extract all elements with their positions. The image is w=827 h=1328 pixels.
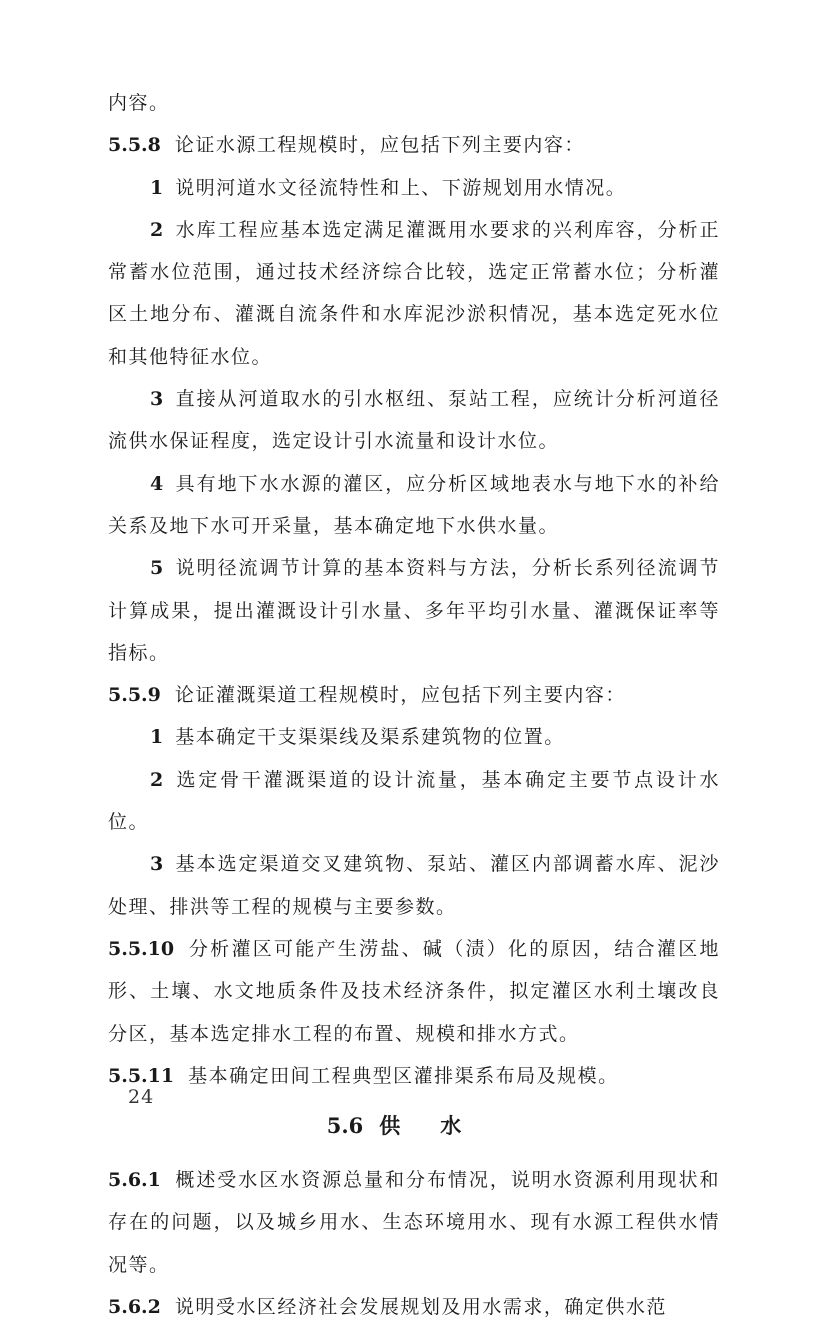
clause-text: 论证水源工程规模时，应包括下列主要内容： <box>174 134 585 157</box>
item-number: 4 <box>150 472 164 495</box>
item-number: 3 <box>150 853 164 876</box>
clause-number: 5.6.1 <box>108 1169 161 1192</box>
clause-number: 5.6.2 <box>108 1296 161 1319</box>
item-number: 2 <box>150 768 164 791</box>
clause-5-5-10 <box>108 928 720 1055</box>
clause-5-5-9-item-1 <box>108 716 720 758</box>
section-name: 供水 <box>379 1113 502 1139</box>
clause-5-5-8 <box>108 124 720 166</box>
clause-number: 5.5.9 <box>108 684 161 707</box>
clause-5-5-9 <box>108 674 720 716</box>
item-text: 说明河道水文径流特性和上、下游规划用水情况。 <box>175 176 627 199</box>
clause-text: 说明受水区经济社会发展规划及用水需求，确定供水范 <box>174 1296 667 1319</box>
item-text: 说明径流调节计算的基本资料与方法，分析长系列径流调节计算成果，提出灌溉设计引水量、多年平均引水量、灌溉保证率等指标。 <box>108 557 720 664</box>
item-text: 水库工程应基本选定满足灌溉用水要求的兴利库容，分析正常蓄水位范围，通过技术经济综合比较，选定正常蓄水位；分析灌区土地分布、灌溉自流条件和水库泥沙淤积情况，基本选定死水位和其他特征水位。 <box>108 218 720 368</box>
clause-number: 5.5.10 <box>108 937 175 960</box>
clause-5-5-8-item-5 <box>108 547 720 674</box>
clause-number: 5.5.8 <box>108 134 161 157</box>
clause-5-5-8-item-2 <box>108 209 720 378</box>
item-number: 3 <box>150 388 164 411</box>
clause-number: 5.5.11 <box>108 1064 175 1087</box>
section-title <box>108 1105 720 1147</box>
item-number: 1 <box>150 726 164 749</box>
item-number: 1 <box>150 176 164 199</box>
document-body <box>108 82 720 1328</box>
item-number: 2 <box>150 218 164 241</box>
clause-text: 论证灌溉渠道工程规模时，应包括下列主要内容： <box>174 684 626 707</box>
item-text: 直接从河道取水的引水枢纽、泵站工程，应统计分析河道径流供水保证程度，选定设计引水流量和设计水位。 <box>108 388 720 453</box>
continuation-text: 内容。 <box>108 92 170 114</box>
clause-5-6-1 <box>108 1159 720 1286</box>
item-text: 选定骨干灌溉渠道的设计流量，基本确定主要节点设计水位。 <box>108 768 720 834</box>
clause-5-5-8-item-1 <box>108 167 720 209</box>
clause-5-5-11 <box>108 1055 720 1097</box>
clause-5-5-9-item-3 <box>108 843 720 928</box>
clause-5-5-9-item-2 <box>108 759 720 844</box>
item-text: 基本选定渠道交叉建筑物、泵站、灌区内部调蓄水库、泥沙处理、排洪等工程的规模与主要参数。 <box>108 853 720 918</box>
clause-5-5-8-item-3 <box>108 378 720 463</box>
section-number: 5.6 <box>326 1113 364 1139</box>
item-text: 具有地下水水源的灌区，应分析区域地表水与地下水的补给关系及地下水可开采量，基本确定地下水供水量。 <box>108 472 720 537</box>
clause-5-6-2 <box>108 1286 720 1328</box>
page-number: 24 <box>128 1086 155 1108</box>
clause-text: 基本确定田间工程典型区灌排渠系布局及规模。 <box>188 1064 619 1087</box>
clause-5-5-8-item-4 <box>108 463 720 548</box>
clause-text: 分析灌区可能产生涝盐、碱（渍）化的原因，结合灌区地形、土壤、水文地质条件及技术经济条件，拟定灌区水利土壤改良分区，基本选定排水工程的布置、规模和排水方式。 <box>108 937 720 1045</box>
item-number: 5 <box>150 557 164 580</box>
clause-text: 概述受水区水资源总量和分布情况，说明水资源利用现状和存在的问题，以及城乡用水、生态环境用水、现有水源工程供水情况等。 <box>108 1169 720 1276</box>
item-text: 基本确定干支渠渠线及渠系建筑物的位置。 <box>175 726 565 749</box>
